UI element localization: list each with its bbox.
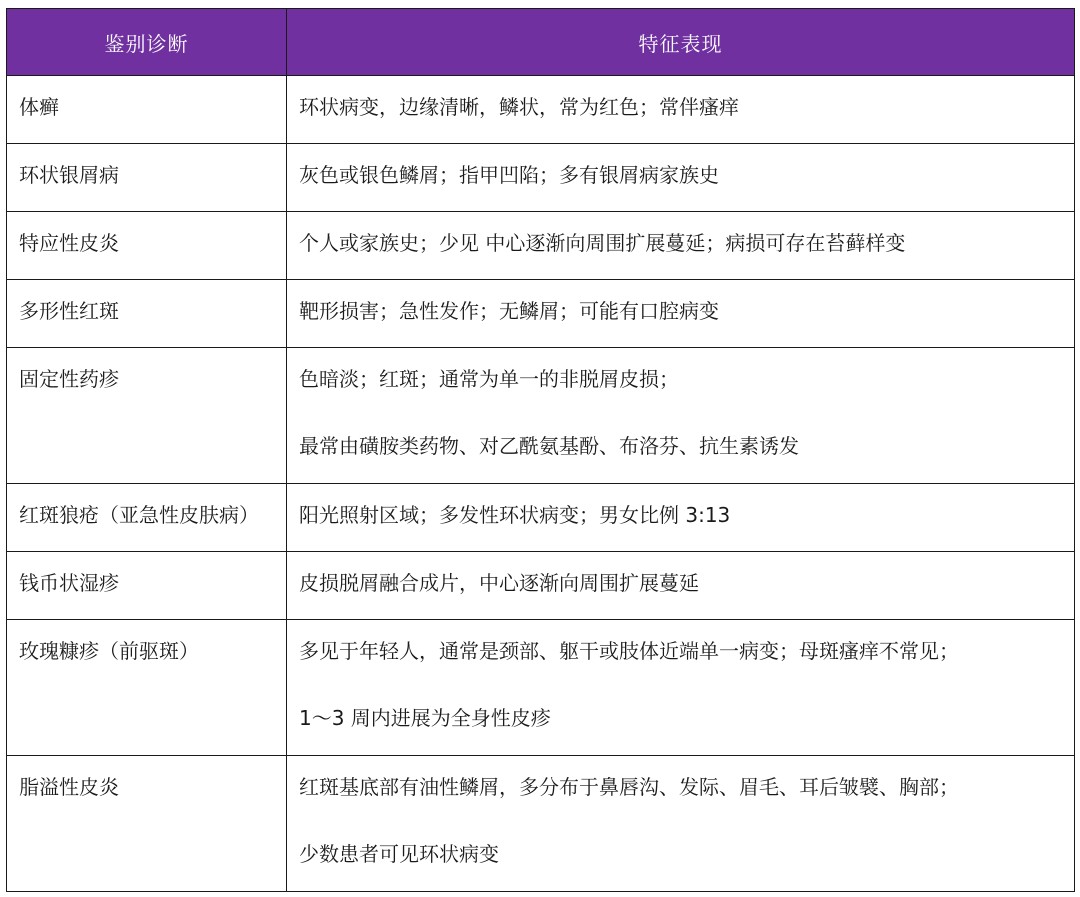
table-header-row (7, 9, 1075, 76)
features-cell (287, 484, 1075, 552)
column-header-features: 特征表现 (287, 9, 1075, 76)
diagnosis-cell: 特应性皮炎 (7, 212, 287, 280)
diagnosis-cell: 玫瑰糠疹（前驱斑） (7, 620, 287, 756)
features-cell (287, 620, 1075, 756)
features-cell (287, 76, 1075, 144)
features-line: 红斑基底部有油性鳞屑，多分布于鼻唇沟、发际、眉毛、耳后皱襞、胸部； (299, 775, 959, 799)
table-row (7, 212, 1075, 280)
table-row (7, 620, 1075, 756)
table-row (7, 756, 1075, 892)
features-line: 环状病变，边缘清晰，鳞状，常为红色；常伴瘙痒 (299, 95, 739, 119)
diagnosis-cell: 体癣 (7, 76, 287, 144)
diagnosis-cell: 钱币状湿疹 (7, 552, 287, 620)
diagnosis-cell: 脂溢性皮炎 (7, 756, 287, 892)
differential-diagnosis-table (6, 8, 1075, 892)
table-row (7, 348, 1075, 484)
features-line: 阳光照射区域；多发性环状病变；男女比例 3:13 (299, 503, 731, 527)
features-line: 皮损脱屑融合成片，中心逐渐向周围扩展蔓延 (299, 571, 699, 595)
features-line: 色暗淡；红斑；通常为单一的非脱屑皮损； (299, 367, 679, 391)
features-line: 1～3 周内进展为全身性皮疹 (299, 706, 551, 730)
features-cell (287, 212, 1075, 280)
table-row (7, 280, 1075, 348)
features-cell (287, 280, 1075, 348)
table-row (7, 144, 1075, 212)
features-line: 多见于年轻人，通常是颈部、躯干或肢体近端单一病变；母斑瘙痒不常见； (299, 639, 959, 663)
diagnosis-cell: 环状银屑病 (7, 144, 287, 212)
table-row (7, 76, 1075, 144)
features-line: 少数患者可见环状病变 (299, 842, 499, 866)
diagnosis-cell: 固定性药疹 (7, 348, 287, 484)
features-line: 靶形损害；急性发作；无鳞屑；可能有口腔病变 (299, 299, 719, 323)
features-cell (287, 144, 1075, 212)
features-line: 最常由磺胺类药物、对乙酰氨基酚、布洛芬、抗生素诱发 (299, 434, 799, 458)
features-line: 灰色或银色鳞屑；指甲凹陷；多有银屑病家族史 (299, 163, 719, 187)
table-row (7, 552, 1075, 620)
differential-diagnosis-table-container (6, 8, 1074, 892)
table-row (7, 484, 1075, 552)
diagnosis-cell: 多形性红斑 (7, 280, 287, 348)
features-cell (287, 552, 1075, 620)
features-line: 个人或家族史；少见 中心逐渐向周围扩展蔓延；病损可存在苔藓样变 (299, 231, 906, 255)
features-cell (287, 348, 1075, 484)
features-cell (287, 756, 1075, 892)
column-header-diagnosis: 鉴别诊断 (7, 9, 287, 76)
diagnosis-cell: 红斑狼疮（亚急性皮肤病） (7, 484, 287, 552)
